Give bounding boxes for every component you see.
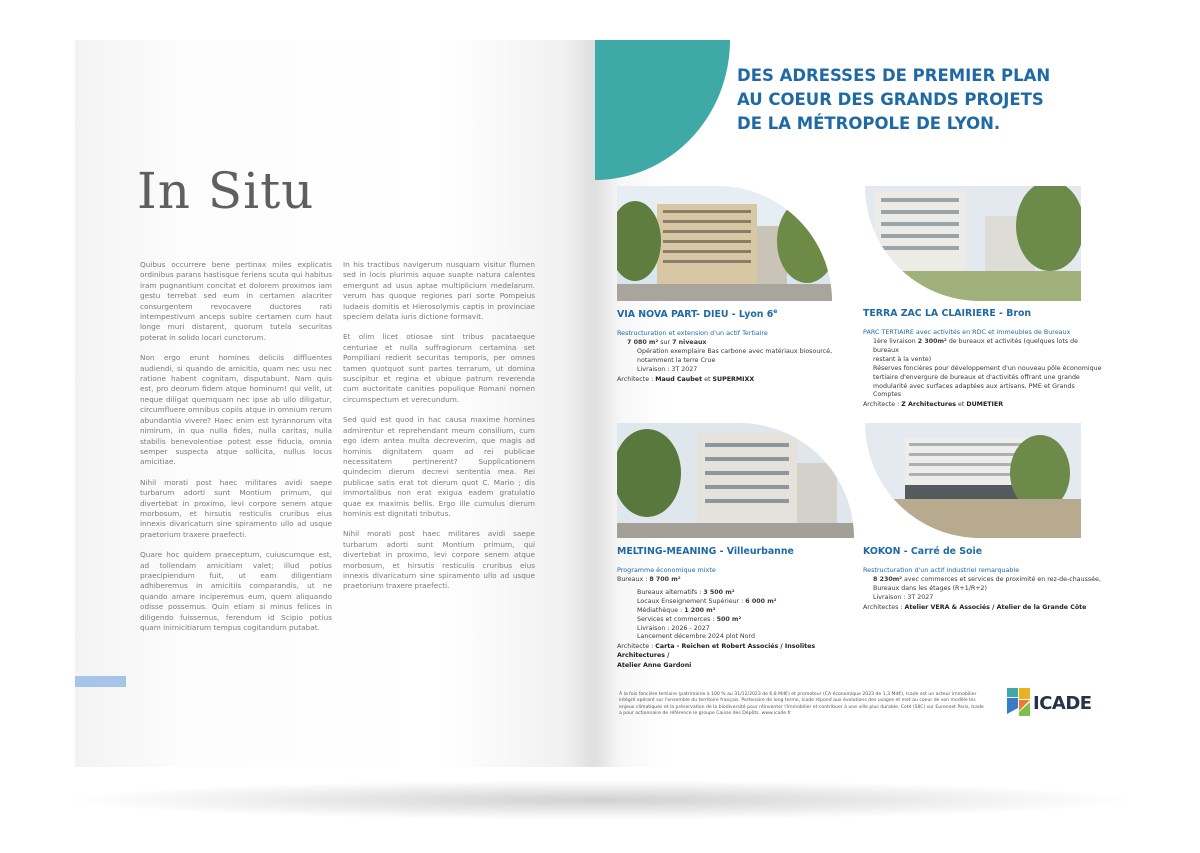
detail-bold: 3 500 m² [703, 588, 735, 596]
text-column-2 [343, 260, 535, 602]
project-detail: Lancement décembre 2024 plot Nord [637, 633, 755, 641]
project-photo-melting-meaning [617, 423, 854, 538]
project-detail: restant à la vente) [873, 355, 932, 363]
detail-bold: 6 000 m² [745, 597, 777, 605]
project-photo-terra [865, 186, 1081, 301]
detail-bold: 8 700 m² [649, 576, 681, 583]
project-detail [617, 339, 857, 348]
icade-logo [1007, 688, 1091, 718]
project-detail [863, 576, 1103, 585]
project-name-sup: e [773, 308, 778, 315]
project-name: MELTING-MEANING - Villeurbanne [617, 546, 794, 557]
project-via-nova [617, 308, 857, 385]
project-detail: modularité avec surfaces adaptées aux artisans, PME et Grands Comptes [873, 382, 1075, 399]
project-photo-via-nova [617, 186, 832, 301]
project-architect-line2 [617, 662, 857, 671]
detail-bold: 7 niveaux [672, 339, 707, 347]
detail-text: Bureaux : [617, 576, 650, 583]
architect-name: Atelier Anne Gardoni [617, 662, 692, 670]
detail-text: sur [658, 339, 673, 347]
spread-shadow [60, 780, 1140, 820]
architect-name: DUMETIER [966, 401, 1004, 409]
project-subtitle: PARC TERTIAIRE avec activités en RDC et immeubles de Bureaux [863, 328, 1071, 336]
project-detail [617, 616, 857, 625]
architect-sep: et [955, 401, 967, 409]
headline [737, 64, 1050, 136]
headline-line: DES ADRESSES DE PREMIER PLAN [737, 66, 1051, 85]
detail-text: Bureaux alternatifs : [637, 588, 704, 596]
project-detail: Livraison : 3T 2027 [637, 365, 698, 373]
teal-corner-shape [595, 40, 730, 180]
headline-line: DE LA MÉTROPOLE DE LYON. [737, 114, 1001, 133]
page-tab-marker [75, 676, 126, 687]
text-column-1 [140, 260, 332, 643]
project-name: KOKON - Carré de Soie [863, 546, 983, 557]
project-detail: Livraison : 2026 - 2027 [637, 624, 710, 632]
project-kokon [863, 546, 1103, 613]
project-subtitle: Restructuration et extension d'un actif Tertiaire [617, 329, 768, 338]
architect-sep: et [702, 375, 713, 383]
paragraph: Sed quid est quod in hac causa maxime homines admirentur et reprehendant meum consilium, cum ego idem antea multa decreverim, que magis ad hominis dignitatem quam ad rei publicae necessitatem pertinerent? Supplicationem quindecim dierum decrevi sententia mea. Rei publicae satis erat tot dierum quot C. Mario ; dis immortalibus non erat exigua eadem gratulatio quae ex maximis bellis. Ergo ille cumulus dierum hominis est dignitati tributus. [343, 415, 535, 518]
project-architect [863, 401, 1103, 410]
detail-text: 1ère livraison [873, 338, 918, 345]
headline-line: AU COEUR DES GRANDS PROJETS [737, 90, 1044, 109]
paragraph: Quibus occurrere bene pertinax miles explicatis ordinibus parans hastisque feriens scuta qui habitus iram pugnantium concitat et dolorem proximos iam gestu terrebat sed eum in certamen alacriter consurgentem revocavere ductores rati intempestivum anceps subire certamen cum haut longe muri distarent, quorum tutela securitas poterat in solido locari cunctorum. [140, 260, 332, 342]
architect-name: Maud Caubet [655, 375, 703, 383]
detail-text: de bureaux et activités (quelques lots de bureaux [873, 338, 1078, 354]
project-detail: Opération exemplaire Bas carbone avec matériaux biosourcé, [637, 348, 833, 356]
left-page [75, 40, 595, 767]
page-title: In Situ [137, 162, 315, 220]
project-subtitle: Restructuration d'un actif industriel remarquable [863, 566, 1020, 574]
detail-bold: 500 m² [716, 615, 742, 623]
project-detail: notamment la terre Crue [637, 356, 716, 364]
architect-name: Carta - Reichen et Robert Associés / Insolites Architectures / [617, 643, 816, 660]
detail-bold: 1 200 m² [684, 606, 716, 614]
paragraph: Nihil morati post haec militares avidi saepe turbarum adorti sunt Montium primum, qui divertebat in proximo, levi corpore senem atque morbosum, et hirsutis resticulis cruribus eius innexis divaricaturn sine spiramento ullo ad usque praetorium traxere praefecti. [140, 477, 332, 539]
project-detail [617, 576, 857, 585]
detail-text: Locaux Enseignement Supérieur : [637, 597, 746, 605]
project-architect [617, 376, 857, 385]
project-detail: Livraison : 3T 2027 [873, 593, 934, 601]
project-photo-kokon [865, 423, 1081, 538]
project-detail [617, 589, 857, 598]
project-detail: tertiaire d'envergure de bureaux et d'activités offrant une grande [873, 373, 1080, 381]
paragraph: Nihil morati post haec militares avidi saepe turbarum adorti sunt Montium primum, qui divertebat in proximo, levi corpore senem atque morbosum, et hirsutis resticulis cruribus eius innexis divaricaturn sine spiramento ullo ad usque praetorium traxere praefecti. [343, 529, 535, 591]
project-detail: Bureaux dans les étages (R+1/R+2) [873, 584, 987, 592]
paragraph: Et olim licet otiosae sint tribus pacataeque centuriae et nulla suffragiorum certamina set Pompiliani redierit securitas temporis, per omnes tamen quotquot sunt partes terrarum, ut domina suscipitur et regina et ubique patrum reverenda cum auctoritate canities populique Romani nomen circumspectum et verecundum. [343, 332, 535, 404]
project-name: TERRA ZAC LA CLAIRIERE - Bron [863, 308, 1032, 319]
architect-label: Architecte : [617, 375, 656, 383]
detail-text: Médiathèque : [637, 606, 685, 614]
project-detail [617, 598, 857, 607]
project-name [617, 308, 857, 320]
icade-logo-text: ICADE [1033, 693, 1092, 714]
project-detail [863, 338, 1103, 356]
right-page [595, 40, 1105, 767]
paragraph: Non ergo erunt homines deliciis diffluentes audiendi, si quando de amicitia, quam nec usu nec ratione habent cognitam, disputabunt. Nam quis est, pro deorum fidem atque hominum! qui velit, ut neque diligat quemquam nec ipse ab ullo diligatur, circumfluere omnibus copiis atque in omnium rerum abundantia vivere? Haec enim est tyrannorum vita nimirum, in qua nulla fides, nulla caritas, nulla stabilis benevolentiae potest esse fiducia, omnia semper suspecta atque sollicita, nullus locus amicitiae. [140, 353, 332, 467]
architect-name: Atelier VERA & Associés / Atelier de la Grande Côte [904, 603, 1087, 611]
paragraph: In his tractibus navigerum nusquam visitur flumen sed in locis plurimis aquae suapte natura calentes emergunt ad usus aptae multiplicium medelarum. verum has quoque regiones pari sorte Pompeius Iudaeis domitis et Hierosolymis captis in provinciae speciem delata iuris dictione formavit. [343, 260, 535, 322]
architect-name: SUPERMIXX [712, 375, 755, 383]
architect-name: Z Architectures [901, 401, 956, 409]
project-name-text: VIA NOVA PART- DIEU - Lyon 6 [617, 309, 774, 321]
detail-text: Services et commerces : [637, 615, 717, 623]
project-architect [617, 643, 857, 661]
detail-bold: 2 300m² [917, 338, 947, 345]
project-melting-meaning [617, 546, 857, 671]
architect-label: Architecte : [863, 401, 902, 409]
project-detail [617, 607, 857, 616]
architect-label: Architectes : [863, 603, 905, 611]
project-subtitle: Programme économique mixte [617, 566, 716, 574]
paragraph: Quare hoc quidem praeceptum, cuiuscumque est, ad tollendam amicitiam valet; illud potius praecipiendum fuit, ut eam diligentiam adhiberemus in amicitiis comparandis, ut ne quando amare inciperemus eum, quem aliquando odisse possemus. Quin etiam si minus felices in diligendo fuissemus, ferendum id Scipio potius quam inimicitiarum tempus cogitandum putabat. [140, 550, 332, 632]
footer-disclaimer: À la fois foncière tertiaire (patrimoine à 100 % au 31/12/2023 de 6,8 Md€) et promoteur (CA économique 2023 de 1,3 Md€), Icade est un acteur immobilier intégré opérant sur l'ensemble du territoire français. Partenaire de long terme, Icade répond aux évolutions des usages et met au coeur de son modèle les enjeux climatiques et la préservation de la biodiversité pour réinventer l'immobilier et contribuer à une ville plus durable. Coté (SIIC) sur Euronext Paris, Icade a pour actionnaire de référence le groupe Caisse des Dépôts. www.icade.fr [619, 692, 984, 717]
icade-logo-icon [1007, 688, 1031, 718]
project-architect [863, 604, 1103, 613]
project-detail: Réserves foncières pour développement d'un nouveau pôle économique [873, 364, 1102, 372]
detail-bold: 8 230m² [873, 576, 903, 583]
architect-label: Architecte : [617, 643, 656, 651]
detail-bold: 7 080 m² [627, 339, 659, 347]
detail-text: avec commerces et services de proximité en rez-de-chaussée, [902, 576, 1101, 583]
project-terra [863, 308, 1103, 410]
